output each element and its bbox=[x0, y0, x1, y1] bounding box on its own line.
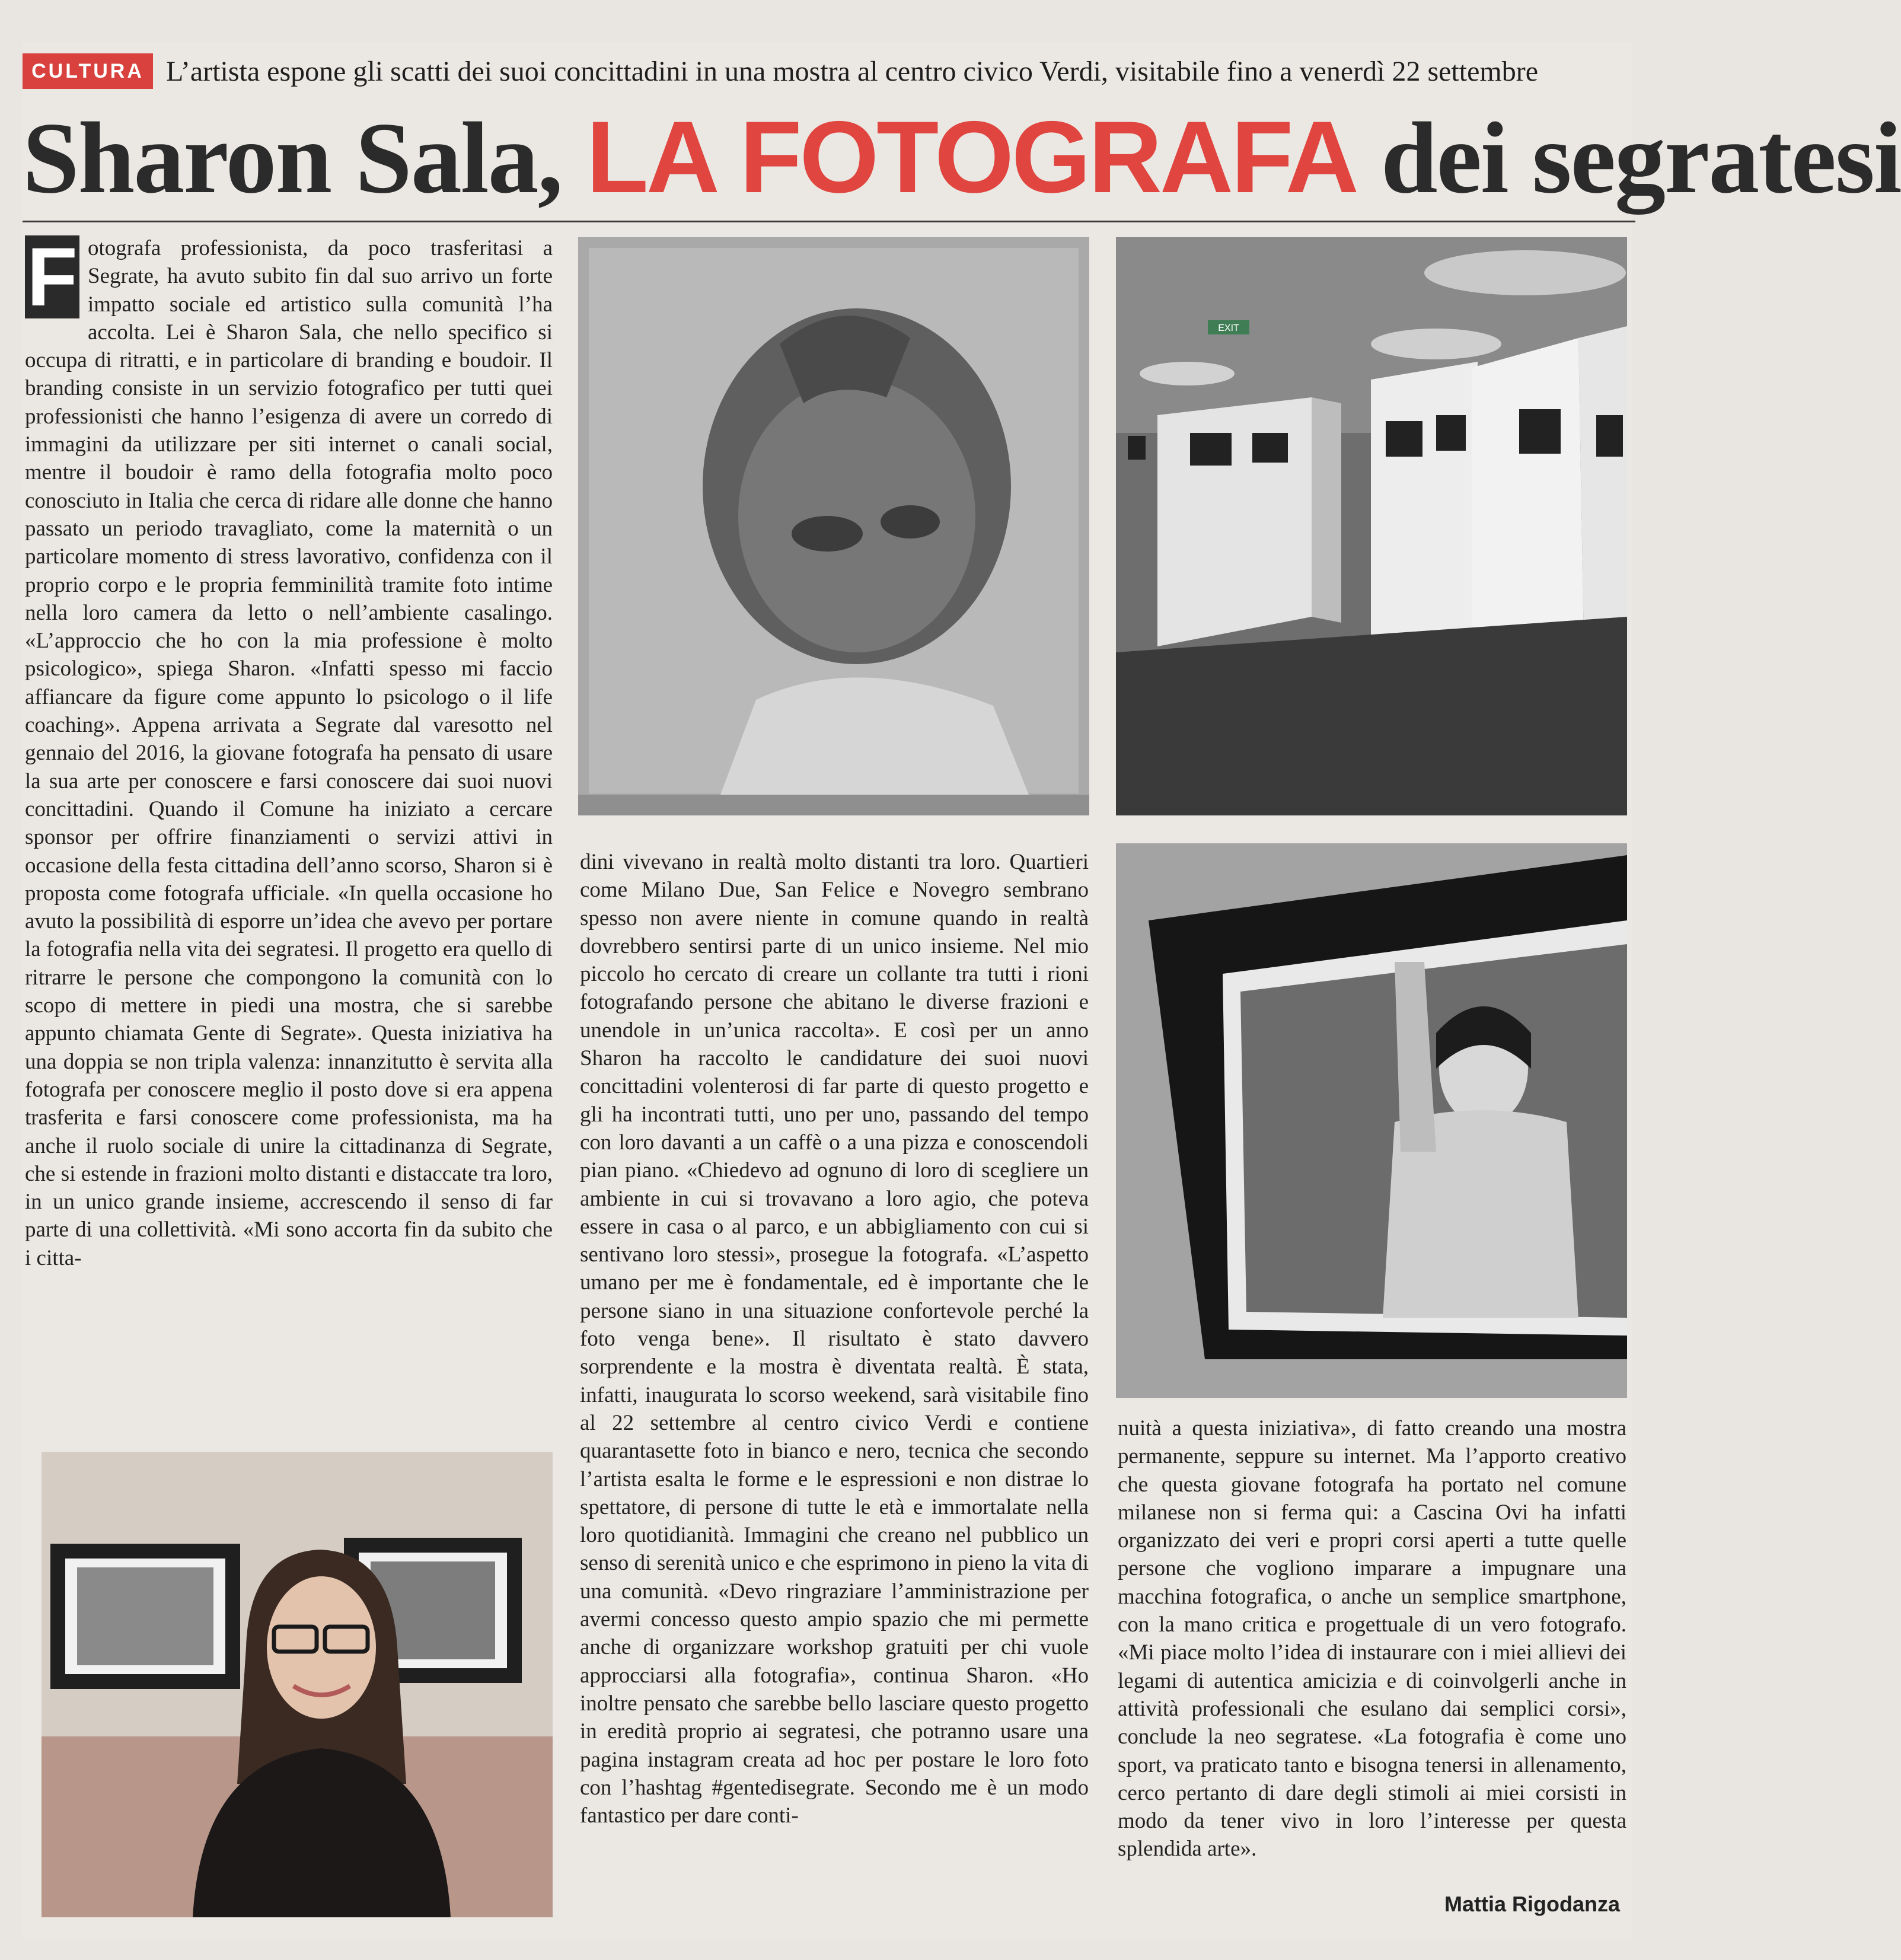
article-text-3: nuità a questa iniziativa», di fatto creando una mostra permanente, seppure su internet. Ma l’apporto creativo che questa giovane fotografa ha portato nel comune milanese non si ferma qui: a Cascina Ovi ha infatti organizzato dei veri e propri corsi aperti a tutte quelle persone che vogliono imparare a impugnare una macchina fotografica, o anche un semplice smartphone, con la mano critica e progettuale di un vero fotografo. «Mi piace molto l’idea di instaurare con i miei allievi dei legami di autentica amicizia e di coinvolgerli anche in attività professionali che esulano dai semplici corsi», conclude la neo segratese. «La fotografia è come uno sport, va praticato tanto e bisogna tenersi in allenamento, cerco pertanto di dare degli stimoli ai miei corsisti in modo da tener vivo in loro l’interesse per questa splendida arte». bbox=[1118, 1416, 1626, 1862]
article-column-2 bbox=[580, 848, 1089, 1921]
article-column-3 bbox=[1118, 1414, 1626, 1889]
framed-portrait-art bbox=[1116, 843, 1627, 1398]
drop-cap: F bbox=[25, 235, 79, 318]
photo-exhibition-hall bbox=[1116, 237, 1627, 815]
photo-framed-portrait bbox=[1116, 843, 1627, 1398]
article-text-2: dini vivevano in realtà molto distanti tra loro. Quartieri come Milano Due, San Felice e Novegro sembrano spesso non avere niente in comune quando in realtà dovrebbero sentirsi parte di un unico insieme. Nel mio piccolo ho cercato di creare un collante tra tutti i rioni fotografando persone che abitano le diverse frazioni e unendole in un’unica raccolta». E così per un anno Sharon ha raccolto le candidature dei suoi nuovi concittadini volenterosi di far parte di questo progetto e gli ha incontrati tutti, uno per uno, passando del tempo con loro davanti a un caffè o a una pizza e conoscendoli pian piano. «Chiedevo ad ognuno di loro di scegliere un ambiente in cui si trovavano a loro agio, che poteva essere in casa o al parco, e un abbigliamento con cui si sentivano loro stessi», prosegue la fotografa. «L’aspetto umano per me è fondamentale, ed è importante che le persone siano in una situazione confortevole perché la foto venga bene». Il risultato è stato davvero sorprendente e la mostra è diventata realtà. È stata, infatti, inaugurata lo scorso weekend, sarà visitabile fino al 22 settembre al centro civico Verdi e contiene quarantasette foto in bianco e nero, tecnica che secondo l’artista esalta le forme e le espressioni e non distrae lo spettatore, di persone di tutte le età e immortalate nella loro quotidianità. Immagini che creano nel pubblico un senso di serenità unico e che esprimono in pieno la vita di una comunità. «Devo ringraziare l’amministrazione per avermi concesso questo ampio spazio che mi permette anche di organizzare workshop gratuiti per chi vuole approcciarsi alla fotografia», continua Sharon. «Ho inoltre pensato che sarebbe bello lasciare questo progetto in eredità proprio ai segratesi, che potranno usare una pagina instagram creata ad hoc per postare le loro foto con l’hashtag #gentedisegrate. Secondo me è un modo fantastico per dare conti- bbox=[580, 850, 1089, 1828]
article-column-1 bbox=[25, 230, 553, 1435]
headline bbox=[23, 100, 1901, 215]
photo-sharon-sala bbox=[42, 1452, 553, 1917]
photo-baby-portrait bbox=[578, 237, 1089, 815]
sharon-photo-art bbox=[42, 1452, 553, 1917]
headline-part2: dei segratesi bbox=[1380, 102, 1901, 215]
baby-photo-art bbox=[578, 237, 1089, 815]
byline: Mattia Rigodanza bbox=[1444, 1892, 1620, 1916]
kicker-line: L’artista espone gli scatti dei suoi concittadini in una mostra al centro civico Verdi, visitabile fino a venerdì 22 settembre bbox=[166, 56, 1539, 87]
section-tag: CULTURA bbox=[23, 53, 153, 89]
gallery-photo-art bbox=[1116, 237, 1627, 815]
headline-part1: Sharon Sala, bbox=[23, 102, 562, 215]
headline-rule bbox=[23, 221, 1635, 222]
exit-sign-text: EXIT bbox=[1218, 323, 1239, 333]
article-text-1: otografa professionista, da poco trasferitasi a Segrate, ha avuto subito fin dal suo arrivo un forte impatto sociale ed artistico sulla comunità l’ha accolta. Lei è Sharon Sala, che nello specifico si occupa di ritratti, e in particolare di branding e boudoir. Il branding consiste in un servizio fotografico per tutti quei professionisti che hanno l’esigenza di avere un corredo di immagini da utilizzare per siti internet o canali social, mentre il boudoir è ramo della fotografia molto poco conosciuto in Italia che cerca di ridare alle donne che hanno passato un periodo travagliato, come la maternità o un particolare momento di stress lavorativo, confidenza con il proprio corpo e le propria femminilità tramite foto intime nella loro camera da letto o nell’ambiente casalingo. «L’approccio che ho con la mia professione è molto psicologico», spiega Sharon. «Infatti spesso mi faccio affiancare da figure come appunto lo psicologo o il life coaching». Appena arrivata a Segrate dal varesotto nel gennaio del 2016, la giovane fotografa ha pensato di usare la sua arte per conoscere e farsi conoscere dai suoi nuovi concittadini. Quando il Comune ha iniziato a cercare sponsor per offrire finanziamenti o servizi attivi in occasione della festa cittadina dell’anno scorso, Sharon si è proposta come fotografa ufficiale. «In quella occasione ho avuto la possibilità di esporre un’idea che avevo per portare la fotografia nella vita dei segratesi. Il progetto era quello di ritrarre le persone che compongono la comunità con lo scopo di mettere in piedi una mostra, che si sarebbe appunto chiamata Gente di Segrate». Questa iniziativa ha una doppia se non tripla valenza: innanzitutto è servita alla fotografa per conoscere meglio il posto dove si era appena trasferita e farsi conoscere come professionista, ma ha anche il ruolo sociale di unire la cittadinanza di Segrate, che si estende in frazioni molto distanti e distaccate tra loro, in un unico grande insieme, accrescendo il senso di far parte di una collettività. «Mi sono accorta fin da subito che i citta- bbox=[25, 236, 553, 1270]
headline-highlight: LA FOTOGRAFA bbox=[586, 100, 1357, 214]
